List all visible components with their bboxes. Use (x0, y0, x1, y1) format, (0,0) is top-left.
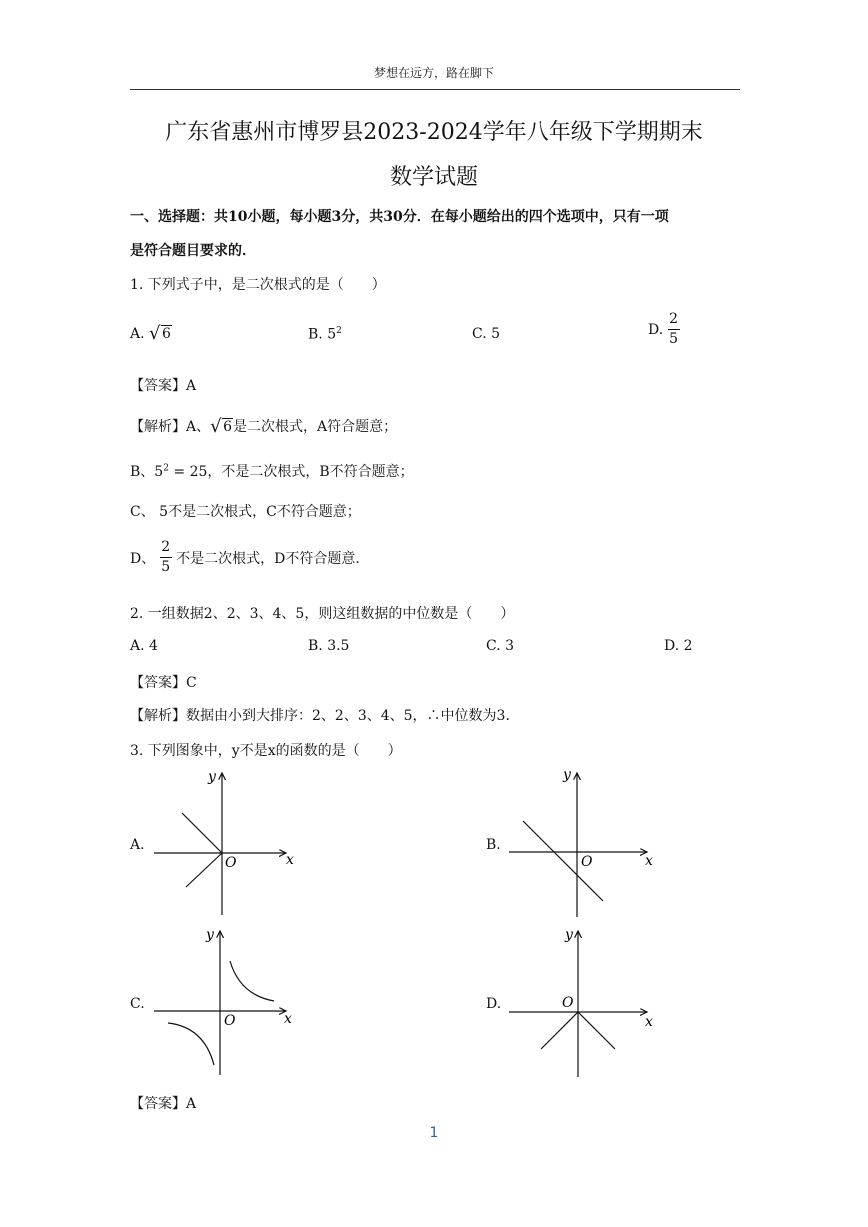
q1-option-c-label: C. (472, 326, 487, 342)
origin-label: O (224, 1013, 236, 1029)
hyperbola-branch-lower (168, 1023, 214, 1065)
q1-option-b-label: B. (308, 326, 323, 343)
hyperbola-branch-upper (230, 961, 274, 1001)
q1-analysis-b (130, 461, 414, 481)
origin-label: O (562, 995, 574, 1011)
q2-analysis: 【解析】数据由小到大排序：2、2、3、4、5，∴中位数为3． (130, 708, 520, 724)
x-axis-label: x (284, 1011, 292, 1027)
sqrt-symbol: √ 6 (149, 323, 171, 344)
q2-option-c: C. 3 (486, 638, 515, 654)
document-subtitle: 数学试题 (389, 165, 478, 190)
page-number: 1 (429, 1125, 439, 1141)
q3-graph-a (150, 765, 300, 920)
q2-option-d: D. 2 (664, 638, 693, 654)
q3-graph-b (505, 765, 660, 920)
fraction-bar (160, 557, 172, 558)
q1-option-c-value: 5 (491, 326, 501, 342)
y-axis-label: y (208, 769, 216, 785)
q1-option-a (130, 323, 172, 344)
q1-analysis-a-rest: 是二次根式，A符合题意； (233, 419, 398, 435)
q1-option-b (308, 326, 342, 343)
fraction-denominator: 5 (669, 331, 679, 348)
section-heading-line2: 是符合题目要求的． (130, 243, 256, 259)
q1-analysis-b-prefix: B、 (130, 464, 155, 480)
page-header-slogan: 梦想在远方，路在脚下 (373, 66, 494, 80)
document-title: 广东省惠州市博罗县2023-2024学年八年级下学期期末 (165, 120, 703, 145)
y-axis-label: y (563, 767, 571, 783)
graph-line-lower (186, 853, 222, 887)
q1-analysis-d (130, 540, 369, 576)
question-2-stem: 2. 一组数据2、2、3、4、5，则这组数据的中位数是（ ） (130, 606, 515, 622)
q1-analysis-b-exponent: 2 (163, 463, 169, 474)
q3-answer: 【答案】A (130, 1096, 197, 1112)
fraction-denominator: 5 (161, 559, 171, 576)
question-3-stem: 3. 下列图象中，y不是x的函数的是（ ） (130, 743, 402, 759)
q3-option-d-label: D. (486, 996, 502, 1012)
q1-option-c (472, 326, 500, 342)
q2-option-b: B. 3.5 (308, 638, 350, 654)
graph-line-right (578, 1012, 615, 1049)
q3-graph-c (150, 925, 300, 1080)
q1-analysis-b-base: 5 (154, 464, 164, 480)
q1-analysis-a (130, 416, 397, 436)
x-axis-label: x (286, 852, 294, 868)
q1-option-d-fraction (668, 312, 680, 348)
q1-option-a-label: A. (130, 326, 145, 342)
header-divider (130, 89, 740, 90)
q1-analysis-d-fraction (160, 540, 172, 576)
q2-option-a: A. 4 (130, 638, 158, 654)
q1-option-b-base: 5 (327, 326, 337, 343)
q1-analysis-d-rest: 不是二次根式，D不符合题意． (176, 550, 370, 567)
origin-label: O (581, 854, 593, 870)
q1-option-a-radicand: 6 (162, 326, 171, 342)
q3-option-a-label: A. (130, 837, 145, 853)
q3-option-c-label: C. (130, 996, 145, 1012)
q1-option-b-exponent: 2 (336, 326, 342, 336)
q1-option-d-label: D. (648, 321, 664, 338)
q1-analysis-b-rest: = 25，不是二次根式，B不符合题意； (168, 464, 414, 480)
q1-analysis-prefix: 【解析】A、 (130, 419, 211, 435)
y-axis-label: y (206, 927, 214, 943)
fraction-numerator: 2 (669, 311, 679, 327)
fraction-bar (668, 329, 680, 330)
section-heading-line1: 一、选择题：共10小题，每小题3分，共30分．在每小题给出的四个选项中，只有一项 (130, 209, 669, 225)
q1-answer: 【答案】A (130, 378, 197, 394)
graph-line-left (541, 1012, 578, 1049)
q3-option-b-label: B. (486, 837, 501, 853)
sqrt-symbol: √ 6 (210, 416, 233, 437)
q2-answer: 【答案】C (130, 675, 197, 691)
fraction-numerator: 2 (161, 539, 171, 555)
q1-option-d (648, 312, 680, 348)
origin-label: O (225, 855, 237, 871)
question-1-stem: 1. 下列式子中，是二次根式的是（ ） (130, 277, 386, 293)
x-axis-label: x (645, 853, 653, 869)
graph-line-upper (182, 813, 222, 853)
q3-graph-d (505, 925, 660, 1080)
q1-analysis-d-prefix: D、 (130, 550, 156, 567)
q1-analysis-c: C、 5不是二次根式，C不符合题意； (130, 504, 361, 520)
x-axis-label: x (645, 1014, 653, 1030)
y-axis-label: y (565, 927, 573, 943)
q1-analysis-radicand: 6 (223, 419, 233, 435)
